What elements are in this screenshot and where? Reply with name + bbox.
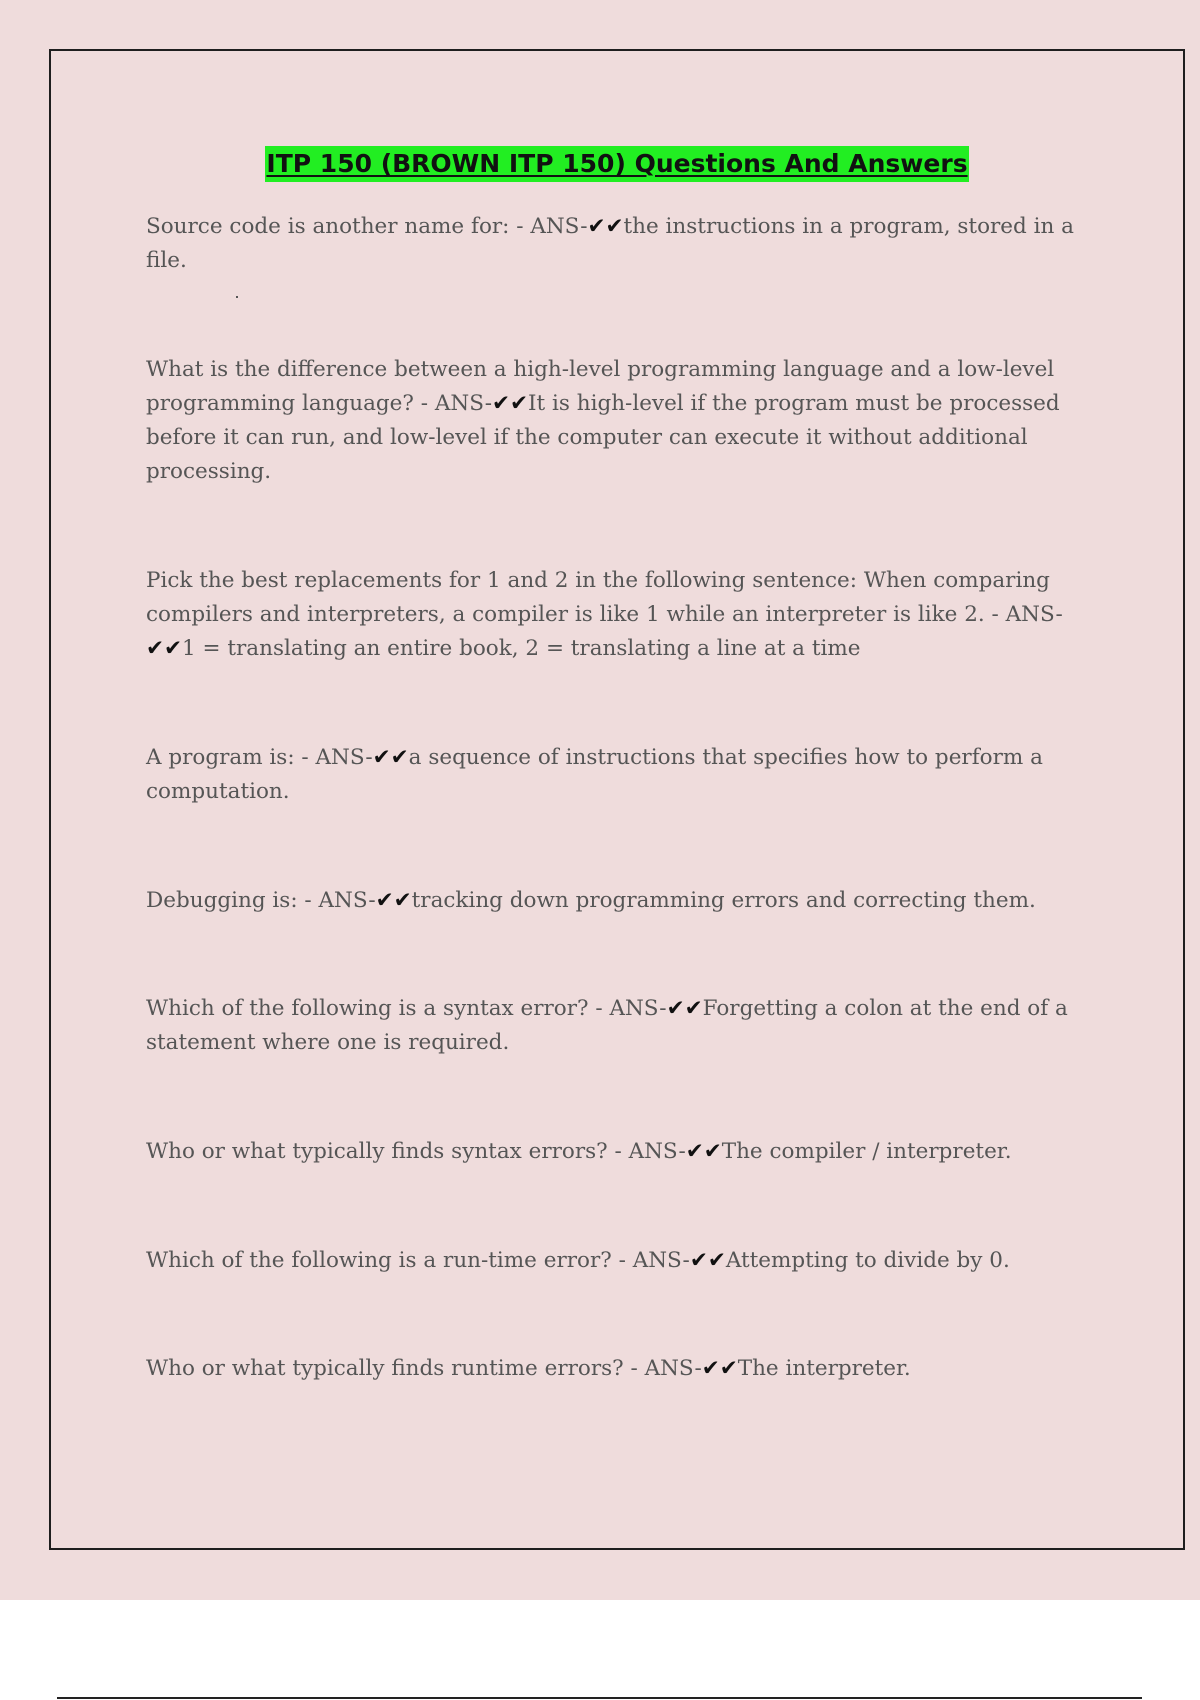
double-check-icon: ✔✔: [146, 636, 183, 661]
double-check-icon: ✔✔: [689, 1248, 726, 1273]
question-text: Pick the best replacements for 1 and 2 in the following sentence: When comparing compilers and interpreters, a compiler is like 1 while an interpreter is like 2. - ANS-: [146, 568, 1063, 627]
answer-text: It is high-level if the program must be processed before it can run, and low-level if the computer can execute it without additional processing.: [146, 391, 1060, 484]
answer-text: The compiler / interpreter.: [721, 1139, 1012, 1164]
qa-item-6: [146, 992, 1096, 1060]
question-text: A program is: - ANS-: [146, 745, 373, 770]
qa-item-5: [146, 884, 1096, 918]
double-check-icon: ✔✔: [685, 1139, 722, 1164]
answer-text: Forgetting a colon at the end of a statement where one is required.: [146, 996, 1068, 1055]
double-check-icon: ✔✔: [701, 1356, 738, 1381]
document-title: ITP 150 (BROWN ITP 150) Questions And Answers: [265, 146, 968, 182]
answer-text: Attempting to divide by 0.: [725, 1248, 1010, 1273]
qa-item-3: [146, 564, 1096, 666]
title-container: [0, 146, 1200, 182]
stray-dot: [236, 296, 238, 298]
double-check-icon: ✔✔: [587, 214, 624, 239]
question-text: Who or what typically finds syntax errors? - ANS-: [146, 1139, 686, 1164]
question-text: What is the difference between a high-level programming language and a low-level programming language? - ANS-: [146, 357, 1055, 416]
answer-text: The interpreter.: [737, 1356, 911, 1381]
qa-item-2: [146, 353, 1096, 489]
answer-text: a sequence of instructions that specifies how to perform a computation.: [146, 745, 1043, 804]
qa-item-7: [146, 1135, 1096, 1169]
footer-divider: [57, 1697, 1142, 1699]
question-text: Which of the following is a syntax error? - ANS-: [146, 996, 667, 1021]
question-text: Which of the following is a run-time error? - ANS-: [146, 1248, 690, 1273]
qa-item-8: [146, 1244, 1096, 1278]
answer-text: tracking down programming errors and correcting them.: [411, 888, 1036, 913]
question-text: Who or what typically finds runtime errors? - ANS-: [146, 1356, 702, 1381]
answer-text: 1 = translating an entire book, 2 = translating a line at a time: [182, 636, 861, 661]
double-check-icon: ✔✔: [666, 996, 703, 1021]
double-check-icon: ✔✔: [375, 888, 412, 913]
qa-item-9: [146, 1352, 1096, 1386]
question-text: Debugging is: - ANS-: [146, 888, 376, 913]
qa-item-1: [146, 210, 1096, 278]
double-check-icon: ✔✔: [491, 391, 529, 416]
qa-item-4: [146, 741, 1096, 809]
double-check-icon: ✔✔: [372, 745, 409, 770]
question-text: Source code is another name for: - ANS-: [146, 214, 588, 239]
answer-text: the instructions in a program, stored in a file.: [146, 214, 1074, 273]
